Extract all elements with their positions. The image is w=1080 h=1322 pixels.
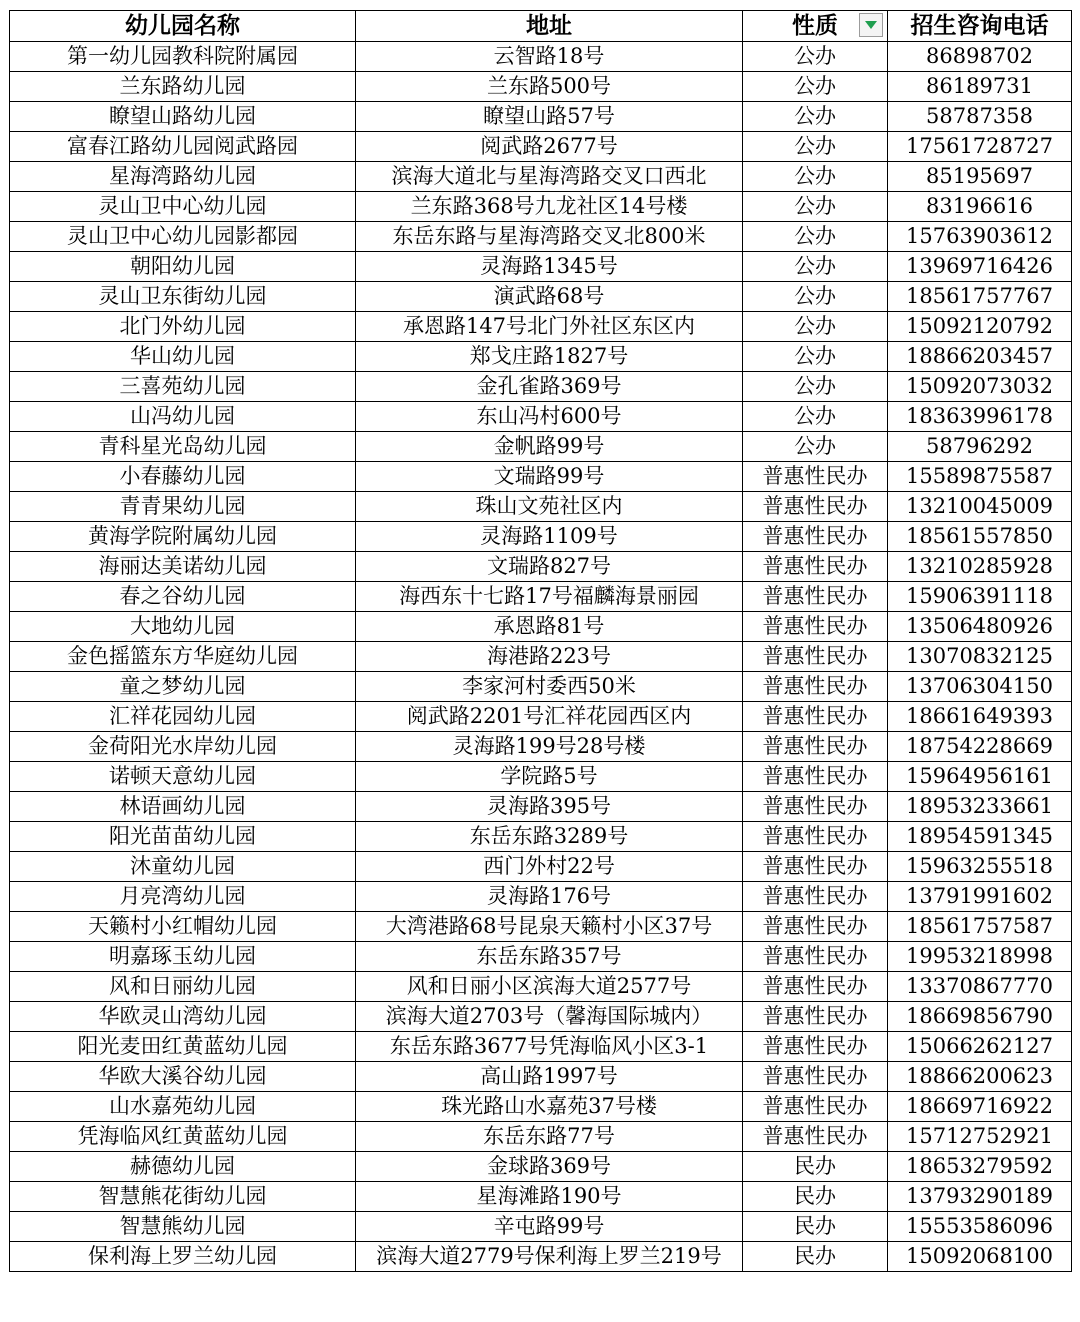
cell-type[interactable]: 公办 — [743, 282, 888, 312]
table-row — [10, 342, 1072, 372]
cell-type[interactable]: 民办 — [743, 1182, 888, 1212]
cell-type[interactable]: 普惠性民办 — [743, 672, 888, 702]
table-row — [10, 432, 1072, 462]
cell-type[interactable]: 普惠性民办 — [743, 582, 888, 612]
cell-phone[interactable]: 83196616 — [888, 192, 1072, 222]
cell-phone[interactable]: 15092073032 — [888, 372, 1072, 402]
cell-type[interactable]: 普惠性民办 — [743, 762, 888, 792]
cell-phone[interactable]: 13210045009 — [888, 492, 1072, 522]
cell-phone[interactable]: 15553586096 — [888, 1212, 1072, 1242]
cell-address[interactable]: 兰东路500号 — [356, 72, 743, 102]
cell-name[interactable]: 星海湾路幼儿园 — [10, 162, 356, 192]
cell-address[interactable]: 李家河村委西50米 — [356, 672, 743, 702]
cell-phone[interactable]: 58796292 — [888, 432, 1072, 462]
triangle-down-icon — [865, 21, 877, 29]
cell-type[interactable]: 民办 — [743, 1152, 888, 1182]
cell-type[interactable]: 普惠性民办 — [743, 972, 888, 1002]
table-row — [10, 942, 1072, 972]
cell-name[interactable]: 凭海临风红黄蓝幼儿园 — [10, 1122, 356, 1152]
cell-name[interactable]: 朝阳幼儿园 — [10, 252, 356, 282]
cell-name[interactable]: 赫德幼儿园 — [10, 1152, 356, 1182]
header-type-label: 性质 — [792, 12, 838, 39]
cell-address[interactable]: 西门外村22号 — [356, 852, 743, 882]
cell-address[interactable]: 滨海大道2779号保利海上罗兰219号 — [356, 1242, 743, 1272]
cell-type[interactable]: 公办 — [743, 222, 888, 252]
cell-name[interactable]: 黄海学院附属幼儿园 — [10, 522, 356, 552]
cell-name[interactable]: 华欧大溪谷幼儿园 — [10, 1062, 356, 1092]
cell-name[interactable]: 华欧灵山湾幼儿园 — [10, 1002, 356, 1032]
cell-phone[interactable]: 15906391118 — [888, 582, 1072, 612]
cell-type[interactable]: 普惠性民办 — [743, 1122, 888, 1152]
cell-address[interactable]: 东岳东路357号 — [356, 942, 743, 972]
cell-name[interactable]: 大地幼儿园 — [10, 612, 356, 642]
cell-phone[interactable]: 18661649393 — [888, 702, 1072, 732]
cell-type[interactable]: 普惠性民办 — [743, 882, 888, 912]
table-row — [10, 1092, 1072, 1122]
cell-name[interactable]: 山冯幼儿园 — [10, 402, 356, 432]
cell-phone[interactable]: 15092068100 — [888, 1242, 1072, 1272]
cell-name[interactable]: 青青果幼儿园 — [10, 492, 356, 522]
cell-phone[interactable]: 18561557850 — [888, 522, 1072, 552]
header-type — [743, 11, 888, 42]
cell-name[interactable]: 月亮湾幼儿园 — [10, 882, 356, 912]
cell-type[interactable]: 普惠性民办 — [743, 792, 888, 822]
table-row — [10, 1122, 1072, 1152]
cell-type[interactable]: 普惠性民办 — [743, 552, 888, 582]
cell-phone[interactable]: 15066262127 — [888, 1032, 1072, 1062]
cell-type[interactable]: 公办 — [743, 432, 888, 462]
cell-type[interactable]: 普惠性民办 — [743, 1062, 888, 1092]
cell-address[interactable]: 兰东路368号九龙社区14号楼 — [356, 192, 743, 222]
cell-phone[interactable]: 58787358 — [888, 102, 1072, 132]
cell-address[interactable]: 珠山文苑社区内 — [356, 492, 743, 522]
cell-name[interactable]: 第一幼儿园教科院附属园 — [10, 42, 356, 72]
table-row — [10, 612, 1072, 642]
cell-type[interactable]: 公办 — [743, 192, 888, 222]
table-row — [10, 1002, 1072, 1032]
cell-name[interactable]: 阳光苗苗幼儿园 — [10, 822, 356, 852]
cell-phone[interactable]: 15763903612 — [888, 222, 1072, 252]
cell-phone[interactable]: 18866203457 — [888, 342, 1072, 372]
header-name: 幼儿园名称 — [10, 11, 356, 42]
cell-phone[interactable]: 13070832125 — [888, 642, 1072, 672]
cell-type[interactable]: 普惠性民办 — [743, 852, 888, 882]
kindergarten-table — [9, 10, 1072, 1272]
table-row — [10, 822, 1072, 852]
cell-phone[interactable]: 18866200623 — [888, 1062, 1072, 1092]
cell-name[interactable]: 瞭望山路幼儿园 — [10, 102, 356, 132]
cell-phone[interactable]: 85195697 — [888, 162, 1072, 192]
cell-address[interactable]: 文瑞路827号 — [356, 552, 743, 582]
cell-phone[interactable]: 15712752921 — [888, 1122, 1072, 1152]
cell-name[interactable]: 童之梦幼儿园 — [10, 672, 356, 702]
cell-address[interactable]: 灵海路176号 — [356, 882, 743, 912]
cell-name[interactable]: 山水嘉苑幼儿园 — [10, 1092, 356, 1122]
cell-type[interactable]: 民办 — [743, 1212, 888, 1242]
cell-type[interactable]: 普惠性民办 — [743, 822, 888, 852]
cell-phone[interactable]: 18954591345 — [888, 822, 1072, 852]
table-row — [10, 552, 1072, 582]
table-row — [10, 522, 1072, 552]
table-row — [10, 72, 1072, 102]
table-row — [10, 282, 1072, 312]
cell-phone[interactable]: 18653279592 — [888, 1152, 1072, 1182]
cell-address[interactable]: 灵海路1109号 — [356, 522, 743, 552]
cell-address[interactable]: 阅武路2201号汇祥花园西区内 — [356, 702, 743, 732]
table-row — [10, 222, 1072, 252]
cell-name[interactable]: 阳光麦田红黄蓝幼儿园 — [10, 1032, 356, 1062]
header-row — [10, 11, 1072, 42]
cell-phone[interactable]: 13969716426 — [888, 252, 1072, 282]
cell-type[interactable]: 普惠性民办 — [743, 1092, 888, 1122]
cell-name[interactable]: 保利海上罗兰幼儿园 — [10, 1242, 356, 1272]
table-row — [10, 372, 1072, 402]
cell-name[interactable]: 风和日丽幼儿园 — [10, 972, 356, 1002]
cell-phone[interactable]: 13793290189 — [888, 1182, 1072, 1212]
table-row — [10, 1062, 1072, 1092]
table-row — [10, 402, 1072, 432]
cell-type[interactable]: 普惠性民办 — [743, 1002, 888, 1032]
cell-address[interactable]: 辛屯路99号 — [356, 1212, 743, 1242]
table-row — [10, 462, 1072, 492]
cell-name[interactable]: 兰东路幼儿园 — [10, 72, 356, 102]
table-row — [10, 312, 1072, 342]
table-row — [10, 252, 1072, 282]
cell-phone[interactable]: 18669716922 — [888, 1092, 1072, 1122]
table-row — [10, 42, 1072, 72]
table-row — [10, 132, 1072, 162]
cell-name[interactable]: 金色摇篮东方华庭幼儿园 — [10, 642, 356, 672]
cell-name[interactable]: 沐童幼儿园 — [10, 852, 356, 882]
header-type-wrap — [745, 11, 885, 41]
cell-type[interactable]: 公办 — [743, 162, 888, 192]
cell-type[interactable]: 公办 — [743, 342, 888, 372]
cell-address[interactable]: 滨海大道2703号（馨海国际城内） — [356, 1002, 743, 1032]
cell-address[interactable]: 大湾港路68号昆泉天籁村小区37号 — [356, 912, 743, 942]
cell-address[interactable]: 海港路223号 — [356, 642, 743, 672]
cell-name[interactable]: 智慧熊幼儿园 — [10, 1212, 356, 1242]
cell-phone[interactable]: 18754228669 — [888, 732, 1072, 762]
cell-name[interactable]: 小春藤幼儿园 — [10, 462, 356, 492]
table-row — [10, 912, 1072, 942]
table-row — [10, 882, 1072, 912]
cell-name[interactable]: 金荷阳光水岸幼儿园 — [10, 732, 356, 762]
cell-address[interactable]: 星海滩路190号 — [356, 1182, 743, 1212]
cell-address[interactable]: 海西东十七路17号福麟海景丽园 — [356, 582, 743, 612]
cell-type[interactable]: 公办 — [743, 132, 888, 162]
cell-address[interactable]: 风和日丽小区滨海大道2577号 — [356, 972, 743, 1002]
cell-name[interactable]: 汇祥花园幼儿园 — [10, 702, 356, 732]
table-row — [10, 1032, 1072, 1062]
cell-type[interactable]: 普惠性民办 — [743, 732, 888, 762]
cell-phone[interactable]: 13706304150 — [888, 672, 1072, 702]
cell-type[interactable]: 普惠性民办 — [743, 462, 888, 492]
cell-name[interactable]: 富春江路幼儿园阅武路园 — [10, 132, 356, 162]
cell-phone[interactable]: 13370867770 — [888, 972, 1072, 1002]
cell-type[interactable]: 公办 — [743, 252, 888, 282]
cell-phone[interactable]: 18363996178 — [888, 402, 1072, 432]
cell-address[interactable]: 东岳东路3289号 — [356, 822, 743, 852]
cell-address[interactable]: 灵海路199号28号楼 — [356, 732, 743, 762]
cell-phone[interactable]: 15964956161 — [888, 762, 1072, 792]
table-row — [10, 1152, 1072, 1182]
cell-address[interactable]: 灵海路395号 — [356, 792, 743, 822]
cell-address[interactable]: 承恩路81号 — [356, 612, 743, 642]
cell-address[interactable]: 金帆路99号 — [356, 432, 743, 462]
cell-type[interactable]: 普惠性民办 — [743, 522, 888, 552]
cell-type[interactable]: 公办 — [743, 42, 888, 72]
cell-address[interactable]: 承恩路147号北门外社区东区内 — [356, 312, 743, 342]
cell-name[interactable]: 明嘉琢玉幼儿园 — [10, 942, 356, 972]
cell-type[interactable]: 普惠性民办 — [743, 702, 888, 732]
cell-name[interactable]: 北门外幼儿园 — [10, 312, 356, 342]
cell-type[interactable]: 普惠性民办 — [743, 912, 888, 942]
cell-phone[interactable]: 15589875587 — [888, 462, 1072, 492]
cell-type[interactable]: 公办 — [743, 102, 888, 132]
cell-address[interactable]: 珠光路山水嘉苑37号楼 — [356, 1092, 743, 1122]
cell-type[interactable]: 公办 — [743, 402, 888, 432]
cell-type[interactable]: 公办 — [743, 312, 888, 342]
table-row — [10, 702, 1072, 732]
table-body — [10, 42, 1072, 1272]
table-row — [10, 792, 1072, 822]
table-row — [10, 1182, 1072, 1212]
cell-phone[interactable]: 18561757767 — [888, 282, 1072, 312]
cell-type[interactable]: 普惠性民办 — [743, 942, 888, 972]
table-row — [10, 162, 1072, 192]
cell-name[interactable]: 天籁村小红帽幼儿园 — [10, 912, 356, 942]
cell-address[interactable]: 阅武路2677号 — [356, 132, 743, 162]
cell-phone[interactable]: 15963255518 — [888, 852, 1072, 882]
cell-type[interactable]: 普惠性民办 — [743, 642, 888, 672]
cell-type[interactable]: 普惠性民办 — [743, 612, 888, 642]
cell-address[interactable]: 东岳东路3677号凭海临风小区3-1 — [356, 1032, 743, 1062]
cell-type[interactable]: 普惠性民办 — [743, 492, 888, 522]
header-phone: 招生咨询电话 — [888, 11, 1072, 42]
cell-type[interactable]: 普惠性民办 — [743, 1032, 888, 1062]
cell-address[interactable]: 云智路18号 — [356, 42, 743, 72]
cell-type[interactable]: 民办 — [743, 1242, 888, 1272]
cell-phone[interactable]: 18669856790 — [888, 1002, 1072, 1032]
cell-phone[interactable]: 13210285928 — [888, 552, 1072, 582]
cell-name[interactable]: 灵山卫东街幼儿园 — [10, 282, 356, 312]
cell-phone[interactable]: 18561757587 — [888, 912, 1072, 942]
cell-address[interactable]: 郑戈庄路1827号 — [356, 342, 743, 372]
cell-phone[interactable]: 13791991602 — [888, 882, 1072, 912]
cell-phone[interactable]: 13506480926 — [888, 612, 1072, 642]
table-row — [10, 972, 1072, 1002]
cell-phone[interactable]: 86898702 — [888, 42, 1072, 72]
table-row — [10, 672, 1072, 702]
cell-address[interactable]: 灵海路1345号 — [356, 252, 743, 282]
cell-address[interactable]: 高山路1997号 — [356, 1062, 743, 1092]
cell-name[interactable]: 青科星光岛幼儿园 — [10, 432, 356, 462]
cell-address[interactable]: 瞭望山路57号 — [356, 102, 743, 132]
cell-phone[interactable]: 19953218998 — [888, 942, 1072, 972]
table-row — [10, 642, 1072, 672]
cell-name[interactable]: 华山幼儿园 — [10, 342, 356, 372]
cell-address[interactable]: 演武路68号 — [356, 282, 743, 312]
table-row — [10, 582, 1072, 612]
table-row — [10, 102, 1072, 132]
cell-name[interactable]: 春之谷幼儿园 — [10, 582, 356, 612]
cell-name[interactable]: 灵山卫中心幼儿园影都园 — [10, 222, 356, 252]
cell-name[interactable]: 智慧熊花街幼儿园 — [10, 1182, 356, 1212]
table-row — [10, 192, 1072, 222]
table-row — [10, 762, 1072, 792]
cell-name[interactable]: 林语画幼儿园 — [10, 792, 356, 822]
cell-phone[interactable]: 86189731 — [888, 72, 1072, 102]
cell-phone[interactable]: 18953233661 — [888, 792, 1072, 822]
table-row — [10, 852, 1072, 882]
cell-address[interactable]: 学院路5号 — [356, 762, 743, 792]
cell-address[interactable]: 金孔雀路369号 — [356, 372, 743, 402]
cell-type[interactable]: 公办 — [743, 72, 888, 102]
cell-type[interactable]: 公办 — [743, 372, 888, 402]
cell-name[interactable]: 灵山卫中心幼儿园 — [10, 192, 356, 222]
cell-name[interactable]: 诺顿天意幼儿园 — [10, 762, 356, 792]
cell-address[interactable]: 滨海大道北与星海湾路交叉口西北 — [356, 162, 743, 192]
header-address: 地址 — [356, 11, 743, 42]
cell-phone[interactable]: 17561728727 — [888, 132, 1072, 162]
cell-name[interactable]: 海丽达美诺幼儿园 — [10, 552, 356, 582]
cell-address[interactable]: 东岳东路77号 — [356, 1122, 743, 1152]
cell-address[interactable]: 东岳东路与星海湾路交叉北800米 — [356, 222, 743, 252]
cell-address[interactable]: 文瑞路99号 — [356, 462, 743, 492]
cell-phone[interactable]: 15092120792 — [888, 312, 1072, 342]
table-row — [10, 1212, 1072, 1242]
cell-address[interactable]: 金球路369号 — [356, 1152, 743, 1182]
table-row — [10, 492, 1072, 522]
table-row — [10, 732, 1072, 762]
dropdown-filter-icon[interactable] — [859, 13, 883, 37]
table-row — [10, 1242, 1072, 1272]
cell-address[interactable]: 东山冯村600号 — [356, 402, 743, 432]
cell-name[interactable]: 三喜苑幼儿园 — [10, 372, 356, 402]
